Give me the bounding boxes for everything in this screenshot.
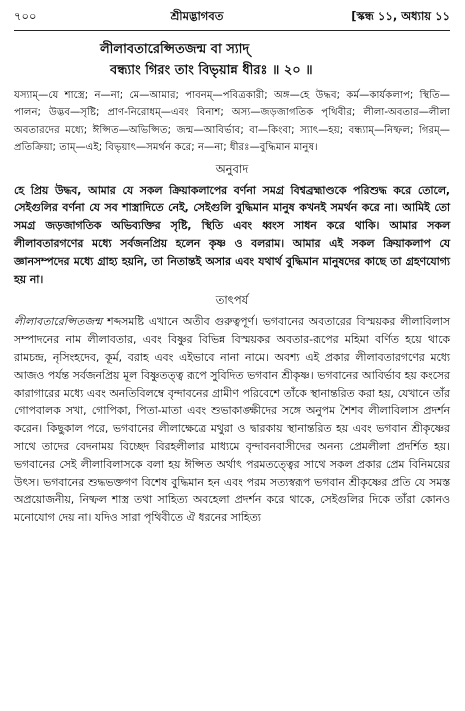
purport-text: শব্দসমষ্টি এখানে অতীব গুরুত্বপূর্ণ। ভগবানের অবতারের বিস্ময়কর লীলাবিলাস সম্পাদনের নাম লীলাবতার, এবং বিষ্ণুর বিভিন্ন বিস্ময়কর অবতার-রূপের মহিমা বর্ণিত হয়ে থাকে রামচন্দ্র, নৃসিংহদেব, কূর্ম, বরাহ এবং এইভাবে নানা নামে। অবশ্য এই প্রকার লীলাবতারগণের মধ্যে আজও পর্যন্ত সর্বজনপ্রিয় মূল বিষ্ণুতত্ত্ব রূপে সুবিদিত ভগবান শ্রীকৃষ্ণ। ভগবানের আবির্ভাব হয় কংসের কারাগারের মধ্যে এবং অনতিবিলম্বে বৃন্দাবনের গ্রামীণ পরিবেশে তাঁকে স্থানান্তরিত করা হয়, যেখানে তাঁর গোপবালক সখা, গোপিকা, পিতা-মাতা এবং শুভাকাঙ্ক্ষীদের সঙ্গে অনুপম শৈশব লীলাবিলাস প্রদর্শন করেন। কিছুকাল পরে, ভগবানের লীলাক্ষেত্রে মথুরা ও দ্বারকায় স্থানান্তরিত হয় এবং ভগবান শ্রীকৃষ্ণের সাথে তাদের বেদনাময় বিচ্ছেদ বিরহলীলার মাধ্যমে বৃন্দাবনবাসীদের অনন্য প্রেমলীলা প্রদর্শিত হয়। ভগবানের সেই লীলাবিলাসকে বলা হয় ঈপ্সিত অর্থাৎ পরমতত্ত্বের সাথে সকল প্রকার প্রেম বিনিময়ের উৎস। ভগবানের শুদ্ধভক্তগণ বিশেষ বুদ্ধিমান হন এবং পরম সত্যস্বরূপ ভগবান শ্রীকৃষ্ণের প্রতি যে সমস্ত অপ্রয়োজনীয়, নিষ্ফল শাস্ত্র তথা সাহিত্য অবহেলা প্রদর্শন করে থাকে, সেইগুলির দিকে তাঁরা কোনও মনোযোগ দেয় না। যদিও সারা পৃথিবীতে ঐ ধরনের সাহিত্য	[14, 315, 450, 525]
book-page	[14, 8, 450, 527]
verse	[100, 39, 450, 81]
purport-heading: তাৎপর্য	[215, 293, 249, 308]
book-title: শ্রীমদ্ভাগবত	[170, 9, 224, 23]
synonyms: যস্যাম্—যে শাস্ত্রে; ন—না; মে—আমার; পাবনম্—পবিত্রকারী; অঙ্গ—হে উদ্ধব; কর্ম—কার্যকলাপ; স্থিতি—পালন; উদ্ভব—সৃষ্টি; প্রাণ-নিরোধম্—এবং বিনাশ; অস্য—জড়জাগতিক পৃথিবীর; লীলা-অবতার—লীলা অবতারদের মধ্যে; ঈপ্সিত—অভিপ্সিত; জন্ম—আবির্ভাব; বা—কিংবা; স্যাৎ—হয়; বন্ধ্যাম্—নিষ্ফল; গিরম্—প্রতিক্রিয়া; তাম্—এই; বিভৃয়াৎ—সমর্থন করে; ন—না; ধীরঃ—বুদ্ধিমান মানুষ।	[14, 90, 450, 154]
purport	[14, 313, 450, 527]
translation: হে প্রিয় উদ্ধব, আমার যে সকল ক্রিয়াকলাপের বর্ণনা সমগ্র বিশ্বব্রহ্মাণ্ডকে পরিশুদ্ধ করে তোলে, সেইগুলির বর্ণনা যে সব শাস্ত্রাদিতে নেই, সেইগুলি বুদ্ধিমান মানুষ কখনই সমর্থন করে না। আমিই তো সমগ্র জড়জাগতিক অভিব্যক্তির সৃষ্টি, স্থিতি এবং ধ্বংস সাধন করে থাকি। আমার সকল লীলাবতারগণের মধ্যে সর্বজনপ্রিয় হলেন কৃষ্ণ ও বলরাম। আমার এই সকল ক্রিয়াকলাপ যে জ্ঞানসম্পদের মধ্যে গ্রাহ্য হয়নি, তা নিতান্তই অসার এবং যথার্থ বুদ্ধিমান মানুষদের কাছে তা গ্রহণযোগ্য হয় না।	[14, 183, 450, 286]
translation-heading: অনুবাদ	[215, 161, 249, 176]
page-number: ৭০০	[14, 9, 37, 23]
running-header	[14, 8, 450, 31]
verse-line-1: লীলাবতারেপ্সিতজন্ম বা স্যাদ্	[100, 42, 250, 57]
verse-line-2: বন্ধ্যাং গিরং তাং বিভৃয়ান্ন ধীরঃ ॥ ২০ ॥	[110, 63, 313, 78]
canto-chapter: [স্কন্ধ ১১, অধ্যায় ১১	[351, 9, 450, 23]
purport-term: লীলাবতারেপ্সিতজন্ম	[14, 315, 103, 329]
